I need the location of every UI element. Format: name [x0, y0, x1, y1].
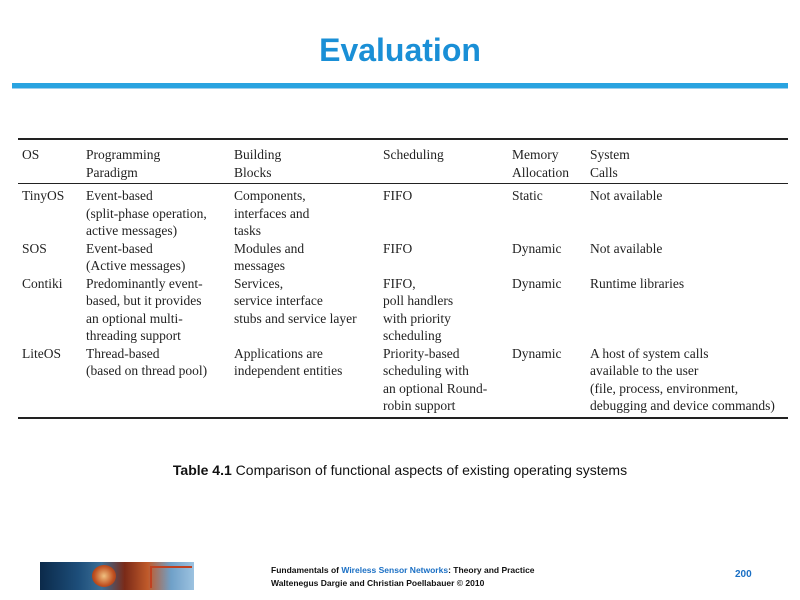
header-cell-system-calls: System Calls — [590, 147, 630, 180]
table-row — [18, 275, 788, 345]
table-body — [18, 184, 788, 418]
table-caption-text: Comparison of functional aspects of existing operating systems — [231, 462, 628, 478]
header-cell-scheduling: Scheduling — [383, 147, 444, 162]
os-comparison-table — [18, 138, 788, 419]
table-cell: Not available — [590, 188, 663, 203]
footer-banner-image — [40, 562, 194, 590]
table-cell: Predominantly event- based, but it provides an optional multi- threading support — [86, 275, 203, 343]
footer-book-prefix: Fundamentals of — [271, 565, 342, 575]
slide-title: Evaluation — [319, 32, 481, 68]
table-cell: SOS — [22, 240, 47, 256]
header-cell-programming-paradigm: Programming Paradigm — [86, 147, 161, 180]
footer-book-highlight: Wireless Sensor Networks — [341, 565, 449, 575]
table-cell: Event-based (split-phase operation, active messages) — [86, 188, 207, 238]
title-divider-shadow — [12, 88, 788, 89]
table-cell: FIFO — [383, 188, 413, 203]
header-cell-building-blocks: Building Blocks — [234, 147, 282, 180]
bridge-graphic — [150, 566, 192, 588]
table-cell: Services, service interface stubs and service layer — [234, 275, 357, 326]
table-cell: Dynamic — [512, 345, 562, 361]
table-header-row — [18, 139, 788, 184]
table-row — [18, 240, 788, 275]
sun-graphic — [92, 565, 116, 587]
footer-citation — [271, 564, 535, 590]
table-cell: Components, interfaces and tasks — [234, 188, 310, 238]
table-row — [18, 345, 788, 418]
table-cell: A host of system calls available to the user (file, process, environment, debugging and device commands) — [590, 345, 775, 413]
table-cell: Modules and messages — [234, 240, 305, 273]
footer-book-suffix: : Theory and Practice — [448, 565, 535, 575]
table-cell: LiteOS — [22, 345, 61, 361]
header-cell-memory-allocation: Memory Allocation — [512, 147, 569, 180]
table-cell: Thread-based (based on thread pool) — [86, 345, 208, 378]
table-cell: Contiki — [22, 275, 63, 291]
table-cell: Static — [512, 188, 543, 203]
table-cell: Dynamic — [512, 275, 562, 291]
table-row — [18, 184, 788, 240]
table-cell: Runtime libraries — [590, 275, 685, 291]
table-cell: Priority-based scheduling with an optional Round- robin support — [383, 345, 488, 413]
table-cell: TinyOS — [22, 188, 65, 203]
footer-book-title — [271, 564, 535, 577]
table-cell: FIFO — [383, 240, 413, 256]
page-number: 200 — [735, 569, 752, 580]
table-cell: Not available — [590, 240, 663, 256]
table-cell: Dynamic — [512, 240, 562, 256]
table-cell: FIFO, poll handlers with priority scheduling — [383, 275, 454, 343]
footer-authors: Waltenegus Dargie and Christian Poellabauer © 2010 — [271, 578, 485, 588]
table-cell: Applications are independent entities — [234, 345, 343, 378]
table-caption — [0, 462, 800, 478]
header-cell-os: OS — [22, 147, 40, 162]
table-header — [18, 139, 788, 184]
table-caption-label: Table 4.1 — [172, 462, 232, 478]
table-cell: Event-based (Active messages) — [86, 240, 186, 273]
